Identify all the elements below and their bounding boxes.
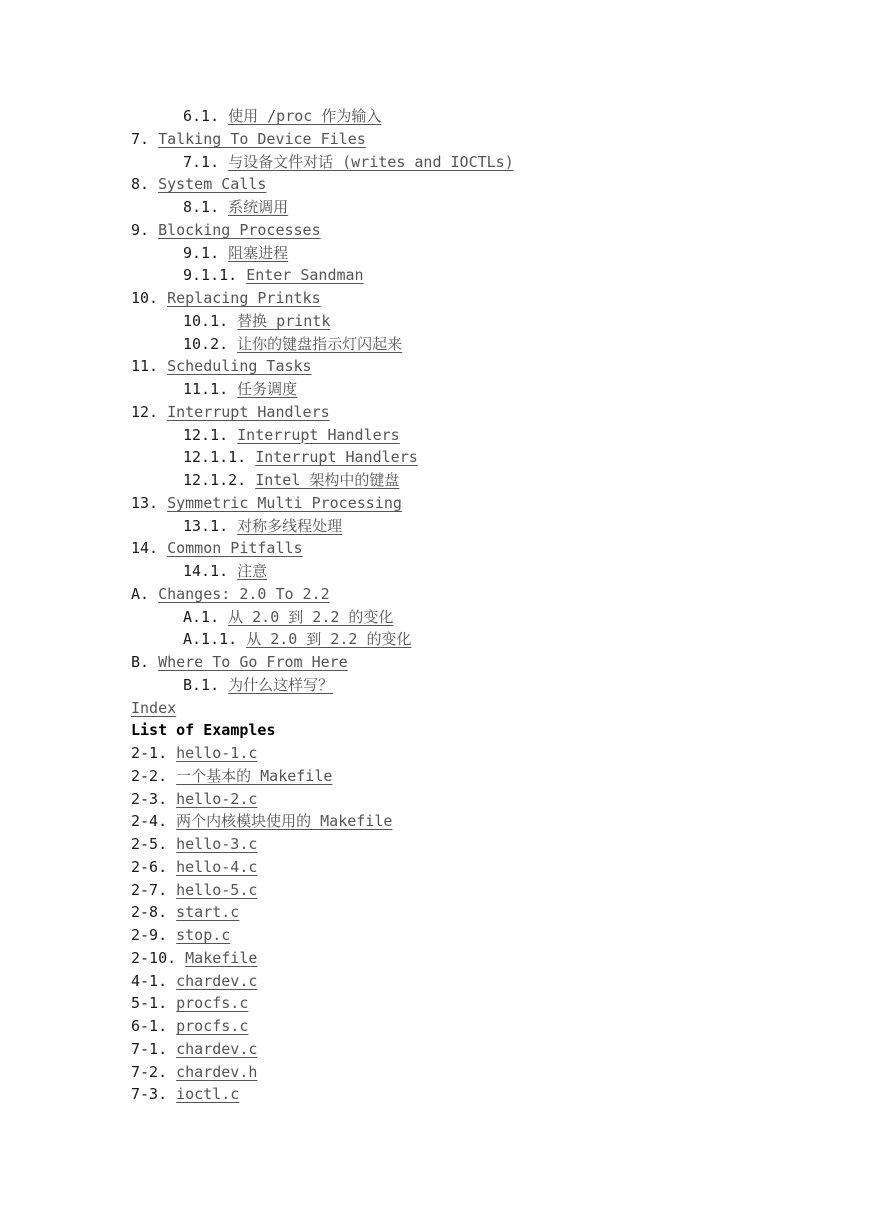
- example-entry: [131, 1015, 392, 1038]
- example-entry-number: 5-1.: [131, 994, 168, 1013]
- example-entry: [131, 742, 392, 765]
- example-entry-number: 7-1.: [131, 1039, 168, 1058]
- example-entry-link[interactable]: procfs.c: [176, 1017, 249, 1035]
- example-entry-link[interactable]: hello-4.c: [176, 857, 258, 876]
- toc-entry: [131, 105, 514, 128]
- example-entry-link[interactable]: hello-3.c: [176, 835, 258, 853]
- example-entry-link[interactable]: 两个内核模块使用的 Makefile: [176, 812, 393, 831]
- toc-entry-number: A.: [131, 584, 150, 603]
- example-entry: [131, 1083, 392, 1106]
- toc-entry-link[interactable]: Changes: 2.0 To 2.2: [158, 584, 330, 603]
- example-entry: [131, 856, 392, 879]
- example-entry-link[interactable]: start.c: [176, 903, 240, 922]
- toc-entry: [131, 628, 514, 651]
- example-entry-number: 2-6.: [131, 857, 168, 876]
- list-of-examples: [131, 719, 392, 1106]
- toc-entry-link[interactable]: 系统调用: [228, 198, 289, 216]
- toc-entry: [131, 219, 514, 242]
- toc-entry: [131, 173, 514, 196]
- example-entry-link[interactable]: Makefile: [185, 948, 258, 967]
- example-entry-number: 2-1.: [131, 744, 168, 762]
- toc-entry-link[interactable]: Interrupt Handlers: [255, 448, 418, 467]
- toc-entry-number: 13.1.: [183, 516, 229, 535]
- toc-entry: [131, 151, 514, 174]
- toc-entry-link[interactable]: 替换 printk: [237, 311, 331, 330]
- example-entry-number: 2-2.: [131, 766, 168, 785]
- example-entry: [131, 788, 392, 811]
- toc-entry-link[interactable]: 注意: [237, 562, 268, 580]
- toc-entry-link[interactable]: Symmetric Multi Processing: [167, 493, 402, 512]
- toc-entry-number: 10.2.: [183, 334, 229, 353]
- example-entry-link[interactable]: chardev.h: [176, 1062, 258, 1081]
- toc-entry: [131, 492, 514, 515]
- example-entry-number: 7-2.: [131, 1062, 168, 1081]
- toc-entry-number: 12.1.: [183, 425, 229, 444]
- example-entry: [131, 947, 392, 970]
- toc-entry: [131, 674, 514, 697]
- toc-entry-number: 14.1.: [183, 562, 229, 580]
- list-of-examples-heading: List of Examples: [131, 721, 276, 740]
- toc-entry-number: 6.1.: [183, 107, 220, 125]
- example-entry-number: 2-3.: [131, 789, 168, 808]
- example-entry: [131, 992, 392, 1015]
- toc-entry-link[interactable]: Where To Go From Here: [158, 653, 348, 671]
- example-entry-link[interactable]: hello-1.c: [176, 744, 258, 762]
- toc-entry: [131, 355, 514, 378]
- toc-entry: [131, 401, 514, 424]
- toc-entry-number: 11.: [131, 357, 159, 376]
- toc-entry: [131, 264, 514, 287]
- table-of-contents: [131, 105, 514, 719]
- toc-entry: [131, 333, 514, 356]
- toc-entry-link[interactable]: Scheduling Tasks: [167, 357, 312, 376]
- example-entry: [131, 901, 392, 924]
- toc-entry: [131, 697, 514, 720]
- example-entry-link[interactable]: procfs.c: [176, 994, 249, 1013]
- example-entry-number: 2-5.: [131, 835, 168, 853]
- toc-entry-link[interactable]: 从 2.0 到 2.2 的变化: [228, 607, 394, 626]
- example-entry-link[interactable]: hello-5.c: [176, 880, 258, 899]
- toc-entry: [131, 537, 514, 560]
- toc-entry: [131, 128, 514, 151]
- toc-entry-number: 11.1.: [183, 380, 229, 398]
- toc-entry-link[interactable]: 任务调度: [237, 380, 298, 398]
- example-entry: [131, 833, 392, 856]
- toc-entry-link[interactable]: Index: [131, 698, 177, 717]
- toc-entry-number: 9.: [131, 220, 150, 239]
- toc-entry-link[interactable]: Replacing Printks: [167, 289, 321, 307]
- example-entry: [131, 765, 392, 788]
- example-entry-link[interactable]: ioctl.c: [176, 1085, 240, 1104]
- example-entry-link[interactable]: chardev.c: [176, 971, 258, 990]
- toc-entry-link[interactable]: System Calls: [158, 175, 267, 194]
- toc-entry: [131, 287, 514, 310]
- toc-entry: [131, 560, 514, 583]
- example-entry-link[interactable]: chardev.c: [176, 1039, 258, 1058]
- toc-entry: [131, 583, 514, 606]
- toc-entry: [131, 606, 514, 629]
- toc-entry-link[interactable]: Enter Sandman: [246, 266, 364, 285]
- toc-entry-number: A.1.1.: [183, 630, 238, 649]
- example-entry: [131, 879, 392, 902]
- example-entry: [131, 970, 392, 993]
- example-entry-number: 4-1.: [131, 971, 168, 990]
- example-entry-number: 2-8.: [131, 903, 168, 922]
- toc-entry-number: 7.: [131, 129, 150, 148]
- toc-entry-link[interactable]: 对称多线程处理: [237, 516, 343, 535]
- toc-entry: [131, 469, 514, 492]
- toc-entry: [131, 196, 514, 219]
- example-entry-number: 6-1.: [131, 1017, 168, 1035]
- toc-entry-link[interactable]: 为什么这样写？: [228, 675, 334, 694]
- toc-entry: [131, 242, 514, 265]
- example-entry-number: 2-4.: [131, 812, 168, 831]
- example-entry-link[interactable]: stop.c: [176, 926, 231, 944]
- example-entry-number: 2-10.: [131, 948, 177, 967]
- example-entry: [131, 924, 392, 947]
- toc-entry-number: 12.1.1.: [183, 448, 247, 467]
- toc-entry: [131, 515, 514, 538]
- toc-entry-link[interactable]: Talking To Device Files: [158, 129, 366, 148]
- toc-entry: [131, 378, 514, 401]
- example-entry-link[interactable]: hello-2.c: [176, 789, 258, 808]
- toc-entry-link[interactable]: 让你的键盘指示灯闪起来: [237, 334, 403, 353]
- example-entry-number: 2-9.: [131, 926, 168, 944]
- toc-entry: [131, 446, 514, 469]
- example-entry-link[interactable]: 一个基本的 Makefile: [176, 766, 333, 785]
- toc-entry-link[interactable]: Intel 架构中的键盘: [255, 471, 400, 489]
- example-entry: [131, 1038, 392, 1061]
- toc-entry-number: 8.: [131, 175, 150, 194]
- toc-entry-number: 9.1.1.: [183, 266, 238, 285]
- toc-entry-number: 8.1.: [183, 198, 220, 216]
- toc-entry: [131, 424, 514, 447]
- example-entry: [131, 1061, 392, 1084]
- toc-entry-link[interactable]: Interrupt Handlers: [167, 402, 330, 421]
- toc-entry-number: 10.1.: [183, 311, 229, 330]
- toc-entry-number: 9.1.: [183, 243, 220, 262]
- toc-entry-link[interactable]: 阻塞进程: [228, 243, 289, 262]
- toc-entry-link[interactable]: Common Pitfalls: [167, 539, 303, 558]
- example-entry: [131, 810, 392, 833]
- toc-entry-number: 12.1.2.: [183, 471, 247, 489]
- toc-entry-link[interactable]: Blocking Processes: [158, 220, 321, 239]
- toc-entry: [131, 310, 514, 333]
- example-entry-number: 2-7.: [131, 880, 168, 899]
- toc-entry-number: A.1.: [183, 607, 220, 626]
- toc-entry-link[interactable]: 从 2.0 到 2.2 的变化: [246, 630, 412, 649]
- toc-entry-number: 12.: [131, 402, 159, 421]
- toc-entry-number: 7.1.: [183, 152, 220, 171]
- toc-entry-number: 13.: [131, 493, 159, 512]
- toc-entry-link[interactable]: 使用 /proc 作为输入: [228, 107, 382, 125]
- toc-entry-link[interactable]: 与设备文件对话 (writes and IOCTLs): [228, 152, 514, 171]
- example-entry-number: 7-3.: [131, 1085, 168, 1104]
- toc-entry-number: 10.: [131, 289, 159, 307]
- toc-entry-number: B.: [131, 653, 150, 671]
- toc-entry-number: B.1.: [183, 675, 220, 694]
- toc-entry: [131, 651, 514, 674]
- toc-entry-number: 14.: [131, 539, 159, 558]
- toc-entry-link[interactable]: Interrupt Handlers: [237, 425, 400, 444]
